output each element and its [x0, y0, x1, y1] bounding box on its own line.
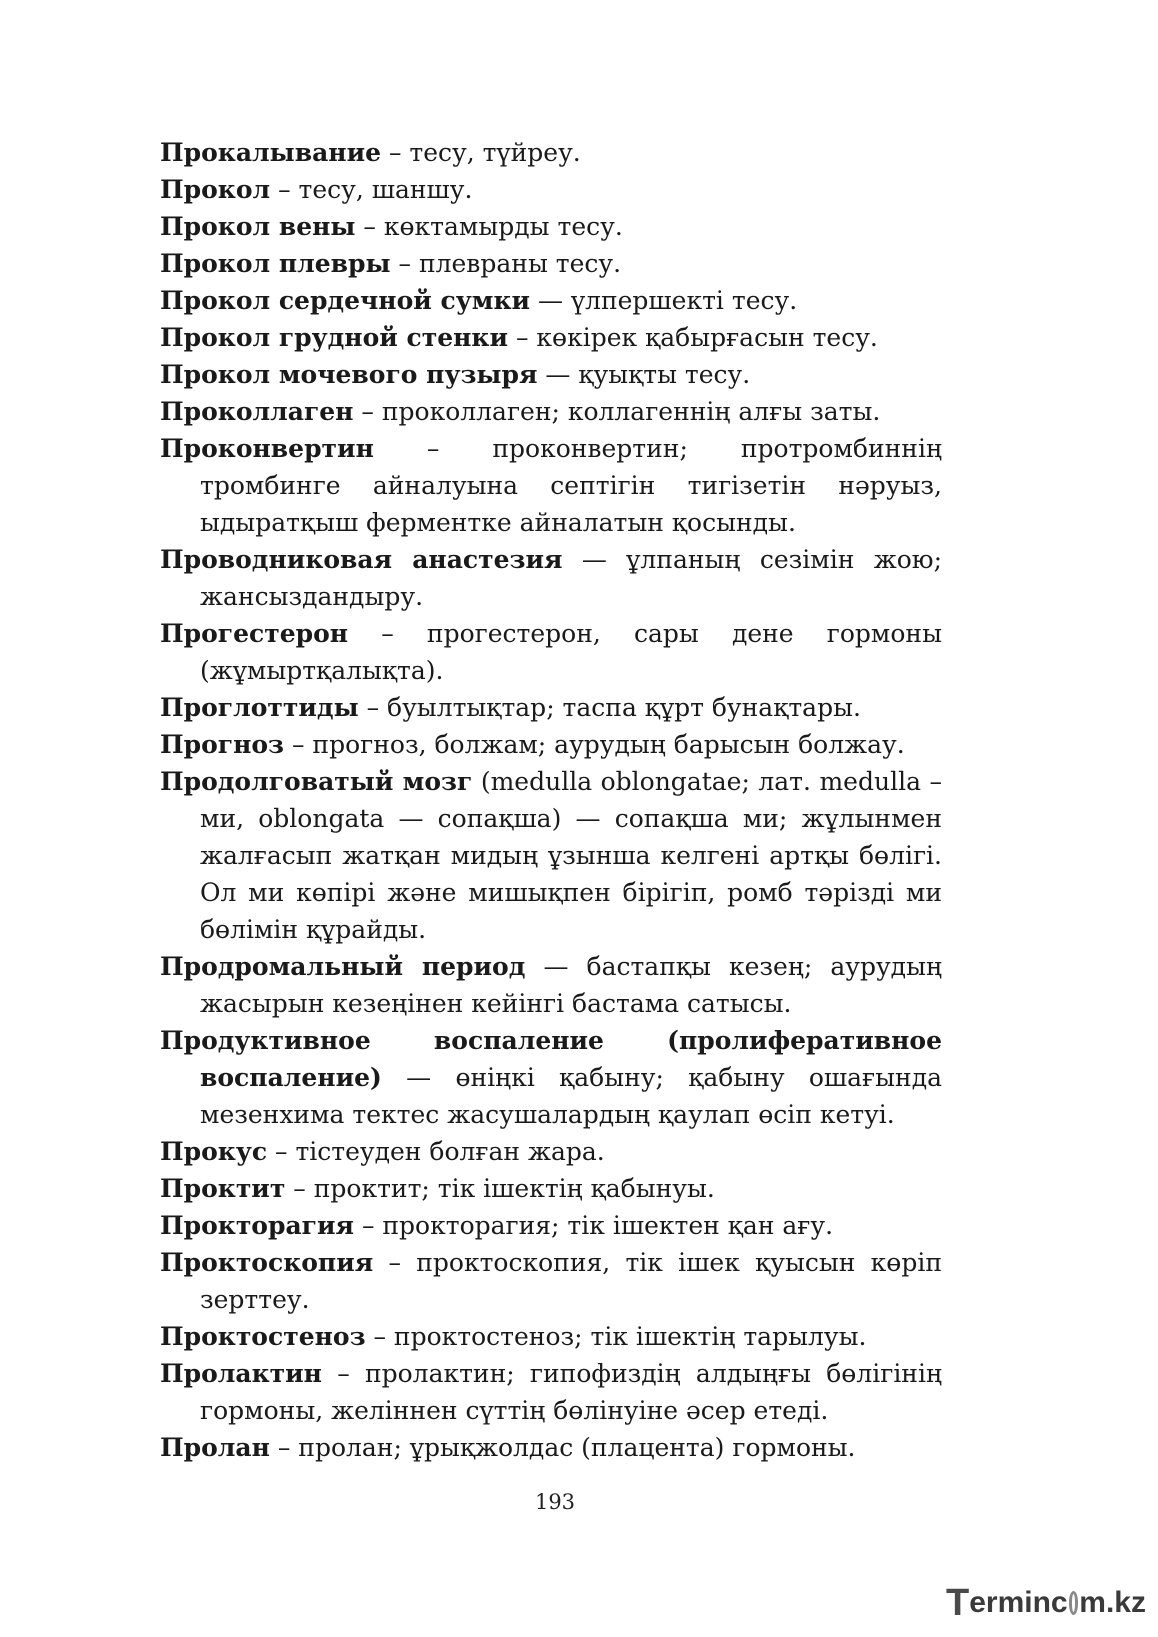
entry-term: Прокол вены	[160, 212, 356, 241]
entry-term: Пролактин	[160, 1359, 322, 1388]
entry	[160, 763, 942, 948]
entry	[160, 1207, 942, 1244]
entry-term: Проконвертин	[160, 434, 374, 463]
entry-definition: – проктоскопия, тік ішек қуысын көріп зерттеу.	[200, 1248, 942, 1314]
entry	[160, 245, 942, 282]
entry-definition: – проколлаген; коллагеннің алғы заты.	[353, 397, 881, 426]
entry-definition: — ұлпаның сезімін жою; жансыздандыру.	[200, 545, 942, 611]
entry-term: Проктит	[160, 1174, 286, 1203]
entry-term: Прокус	[160, 1137, 268, 1166]
entry	[160, 208, 942, 245]
entry	[160, 430, 942, 541]
entry-definition: — үлпершекті тесу.	[530, 286, 798, 315]
dictionary-entries	[160, 134, 942, 1466]
entry-definition: — қуықты тесу.	[537, 360, 751, 389]
magnifier-icon	[1069, 1591, 1079, 1615]
watermark-text-part1: erminc	[969, 1586, 1068, 1619]
entry-definition: – проконвертин; протромбиннің тромбинге айналуына септігін тигізетін нәруыз, ыдыратқыш ферментке айналатын қосынды.	[200, 434, 942, 537]
entry-term: Проктостеноз	[160, 1322, 366, 1351]
watermark-t: T	[946, 1581, 970, 1624]
entry	[160, 356, 942, 393]
entry	[160, 726, 942, 763]
entry-term: Проводниковая анастезия	[160, 545, 563, 574]
entry-term: Прокалывание	[160, 138, 382, 167]
entry-definition: – плевраны тесу.	[390, 249, 622, 278]
entry-definition: – буылтықтар; таспа құрт бунақтары.	[358, 693, 861, 722]
entry-term: Продолговатый мозг	[160, 767, 473, 796]
entry-term: Прокол сердечной сумки	[160, 286, 531, 315]
entry	[160, 1355, 942, 1429]
entry-definition: – көкірек қабырғасын тесу.	[508, 323, 878, 352]
entry-term: Проглоттиды	[160, 693, 359, 722]
entry-definition: — өніңкі қабыну; қабыну ошағында мезенхима тектес жасушалардың қаулап өсіп кетуі.	[200, 1063, 942, 1129]
entry	[160, 1429, 942, 1466]
entry	[160, 1133, 942, 1170]
entry	[160, 134, 942, 171]
entry	[160, 282, 942, 319]
termincom-watermark-logo	[946, 1583, 1146, 1623]
entry-definition: – тістеуден болған жара.	[267, 1137, 605, 1166]
page-number: 193	[534, 1490, 576, 1514]
entry-term: Прокол плевры	[160, 249, 391, 278]
entry-term: Пролан	[160, 1433, 270, 1462]
entry-term: Прокторагия	[160, 1211, 354, 1240]
entry-definition: – тесу, түйреу.	[381, 138, 581, 167]
watermark-text-part2: m.kz	[1079, 1586, 1146, 1619]
entry-definition: – пролан; ұрықжолдас (плацента) гормоны.	[269, 1433, 856, 1462]
entry-term: Прогноз	[160, 730, 285, 759]
entry-term: Продромальный период	[160, 952, 526, 981]
entry-term: Прокол мочевого пузыря	[160, 360, 538, 389]
entry-definition: – көктамырды тесу.	[355, 212, 623, 241]
entry-term: Проколлаген	[160, 397, 354, 426]
entry-definition: — бастапқы кезең; аурудың жасырын кезеңінен кейінгі бастама сатысы.	[200, 952, 943, 1018]
entry-definition: – прокторагия; тік ішектен қан ағу.	[354, 1211, 834, 1240]
entry-definition: – прогестерон, сары дене гормоны (жұмыртқалықта).	[200, 619, 942, 685]
entry-definition: (medulla oblongatae; лат. medulla – ми, oblongata — сопақша) — сопақша ми; жұлынмен жалғасып жатқан мидың ұзынша келгені артқы бөлігі. Ол ми көпірі және мишықпен бірігіп, ромб тәрізді ми бөлімін құрайды.	[200, 767, 942, 944]
entry	[160, 615, 942, 689]
entry-definition: – пролактин; гипофиздің алдыңғы бөлігінің гормоны, желіннен сүттің бөлінуіне әсер етеді.	[200, 1359, 942, 1425]
entry-definition: – проктит; тік ішектің қабынуы.	[285, 1174, 715, 1203]
entry	[160, 171, 942, 208]
entry-term: Продуктивное воспаление (пролиферативное воспаление)	[160, 1026, 942, 1092]
entry	[160, 541, 942, 615]
entry-term: Прокол грудной стенки	[160, 323, 509, 352]
entry	[160, 1244, 942, 1318]
entry-term: Прокол	[160, 175, 271, 204]
entry-term: Прогестерон	[160, 619, 349, 648]
entry	[160, 1170, 942, 1207]
entry	[160, 689, 942, 726]
entry	[160, 1318, 942, 1355]
entry-definition: – прогноз, болжам; аурудың барысын болжау.	[284, 730, 905, 759]
entry	[160, 319, 942, 356]
entry-definition: – проктостеноз; тік ішектің тарылуы.	[365, 1322, 867, 1351]
entry	[160, 1022, 942, 1133]
entry	[160, 393, 942, 430]
entry-term: Проктоскопия	[160, 1248, 374, 1277]
entry	[160, 948, 942, 1022]
entry-definition: – тесу, шаншу.	[270, 175, 473, 204]
